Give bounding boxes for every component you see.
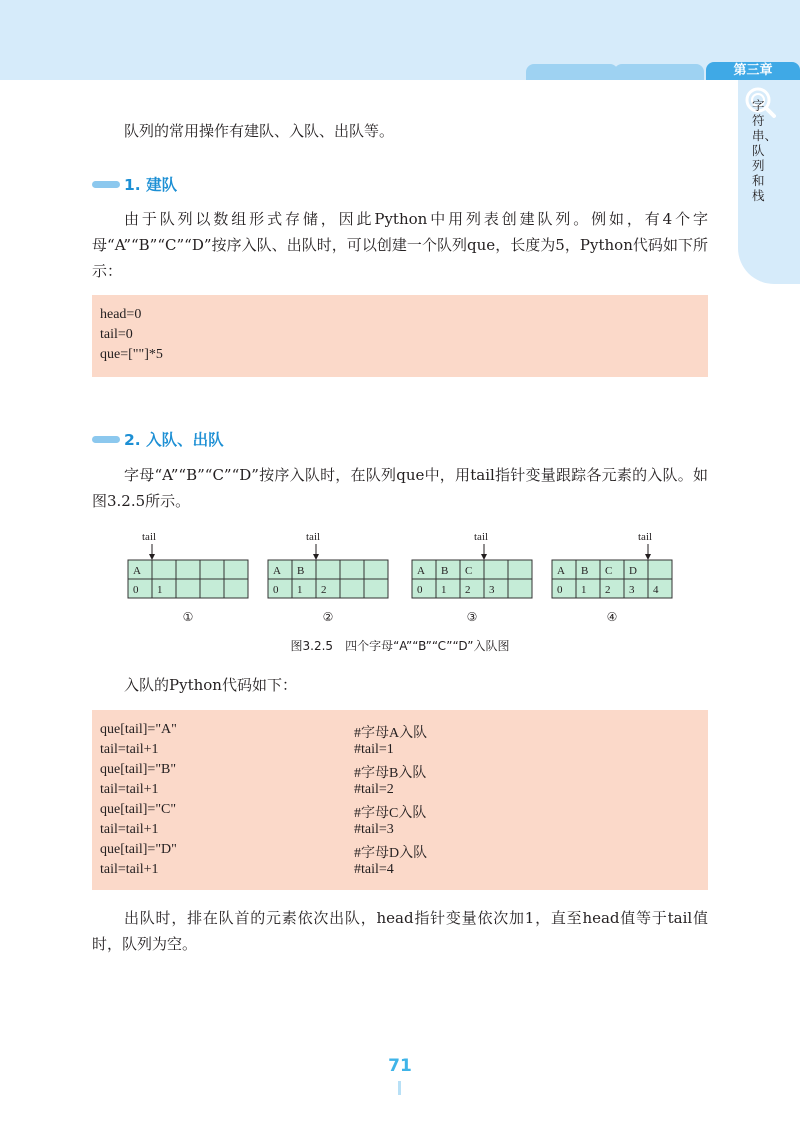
section2-heading (92, 427, 224, 451)
cell-letter: A (417, 565, 425, 577)
cell-letter: C (465, 565, 473, 577)
tail-arrowhead (313, 554, 319, 560)
code-comment: #tail=4 (354, 862, 394, 877)
code-line: tail=tail+1 (100, 742, 159, 757)
heading-bar-decor (92, 436, 120, 443)
tail-arrowhead (481, 554, 487, 560)
code-comment: #tail=1 (354, 742, 394, 757)
cell-letter: A (273, 565, 281, 577)
cell-index: 0 (133, 584, 139, 596)
chapter-label: 第三章 (733, 63, 773, 78)
code-comment: #字母B入队 (354, 766, 427, 781)
cell-letter: B (581, 565, 589, 577)
queue-cell (176, 560, 200, 579)
cell-letter: B (441, 565, 449, 577)
figure-caption: 图3.2.5 四个字母“A”“B”“C”“D”入队图 (290, 639, 510, 653)
cell-index: 1 (441, 584, 447, 596)
queue-cell (224, 560, 248, 579)
cell-index: 4 (653, 584, 659, 596)
tail-label: tail (306, 531, 321, 543)
cell-index: 1 (297, 584, 303, 596)
cell-index: 1 (157, 584, 163, 596)
queue-cell (152, 579, 176, 598)
code-comment: #字母C入队 (354, 806, 427, 821)
queue-cell (340, 560, 364, 579)
code-block-enqueue (92, 710, 708, 890)
cell-index: 0 (273, 584, 279, 596)
code-comment: #tail=2 (354, 782, 394, 797)
queue-cell (128, 579, 152, 598)
queue-cell (200, 579, 224, 598)
code-comment: #字母D入队 (354, 846, 428, 861)
cell-index: 3 (489, 584, 495, 596)
queue-cell (340, 579, 364, 598)
tail-label: tail (474, 531, 489, 543)
tail-arrowhead (645, 554, 651, 560)
queue-cell (508, 560, 532, 579)
cell-index: 2 (605, 584, 611, 596)
code-line: que[tail]="D" (100, 842, 177, 857)
queue-cell (508, 579, 532, 598)
queue-cell (200, 560, 224, 579)
queue-figure (0, 528, 800, 628)
code-line: head=0 (100, 307, 142, 322)
cell-letter: B (297, 565, 305, 577)
code-comment: #tail=3 (354, 822, 394, 837)
header-tab-decor (526, 64, 618, 80)
section1-heading-text: 1. 建队 (124, 176, 178, 194)
code-line: que[tail]="C" (100, 802, 177, 817)
queue-cell (484, 560, 508, 579)
queue-cell (364, 560, 388, 579)
section1-heading (92, 172, 177, 196)
code-line: que[tail]="A" (100, 722, 177, 737)
queue-cell (484, 579, 508, 598)
tail-label: tail (638, 531, 653, 543)
cell-letter: A (557, 565, 565, 577)
queue-cell (224, 579, 248, 598)
section1-paragraph: 由于队列以数组形式存储，因此Python中用列表创建队列。例如，有4个字母“A”“B”“C”“D”按序入队、出队时，可以创建一个队列que，长度为5，Python代码如下所示： (92, 210, 708, 280)
code-line: que=[""]*5 (100, 347, 163, 362)
queue-cell (316, 579, 340, 598)
dequeue-paragraph: 出队时，排在队首的元素依次出队，head指针变量依次加1，直至head值等于tail值时，队列为空。 (92, 909, 708, 953)
queue-cell (292, 579, 316, 598)
section2-heading-text: 2. 入队、出队 (124, 431, 224, 449)
queue-cell (436, 579, 460, 598)
heading-bar-decor (92, 181, 120, 188)
cell-index: 2 (465, 584, 471, 596)
queue-cell (648, 579, 672, 598)
panel-label: ④ (606, 610, 618, 624)
code-line: tail=tail+1 (100, 782, 159, 797)
cell-letter: A (133, 565, 141, 577)
panel-label: ③ (466, 610, 478, 624)
cell-index: 1 (581, 584, 587, 596)
queue-cell (576, 579, 600, 598)
page-number: 71 (388, 1056, 412, 1076)
queue-cell (152, 560, 176, 579)
code-block-create (92, 295, 708, 377)
intro-paragraph: 队列的常用操作有建队、入队、出队等。 (124, 122, 395, 140)
panel-label: ② (322, 610, 334, 624)
queue-cell (600, 579, 624, 598)
cell-index: 2 (321, 584, 327, 596)
section2-paragraph: 字母“A”“B”“C”“D”按序入队时，在队列que中，用tail指针变量跟踪各元素的入队。如图3.2.5所示。 (92, 466, 708, 510)
tail-label: tail (142, 531, 157, 543)
side-chapter-title: 字符串、队列和栈 (752, 98, 778, 203)
code-comment: #字母A入队 (354, 726, 428, 741)
code-line: tail=tail+1 (100, 822, 159, 837)
cell-index: 0 (557, 584, 563, 596)
header-tab-decor (614, 64, 704, 80)
queue-cell (316, 560, 340, 579)
cell-index: 0 (417, 584, 423, 596)
code-intro-paragraph: 入队的Python代码如下： (124, 676, 297, 694)
code-line: tail=tail+1 (100, 862, 159, 877)
cell-letter: C (605, 565, 613, 577)
code-line: tail=0 (100, 327, 133, 342)
queue-cell (364, 579, 388, 598)
queue-cell (624, 579, 648, 598)
page-number-tick (398, 1081, 401, 1095)
queue-cell (552, 579, 576, 598)
queue-cell (648, 560, 672, 579)
queue-cell (176, 579, 200, 598)
cell-index: 3 (629, 584, 635, 596)
cell-letter: D (629, 565, 637, 577)
queue-cell (412, 579, 436, 598)
queue-cell (268, 579, 292, 598)
tail-arrowhead (149, 554, 155, 560)
code-line: que[tail]="B" (100, 762, 177, 777)
panel-label: ① (182, 610, 194, 624)
queue-cell (460, 579, 484, 598)
